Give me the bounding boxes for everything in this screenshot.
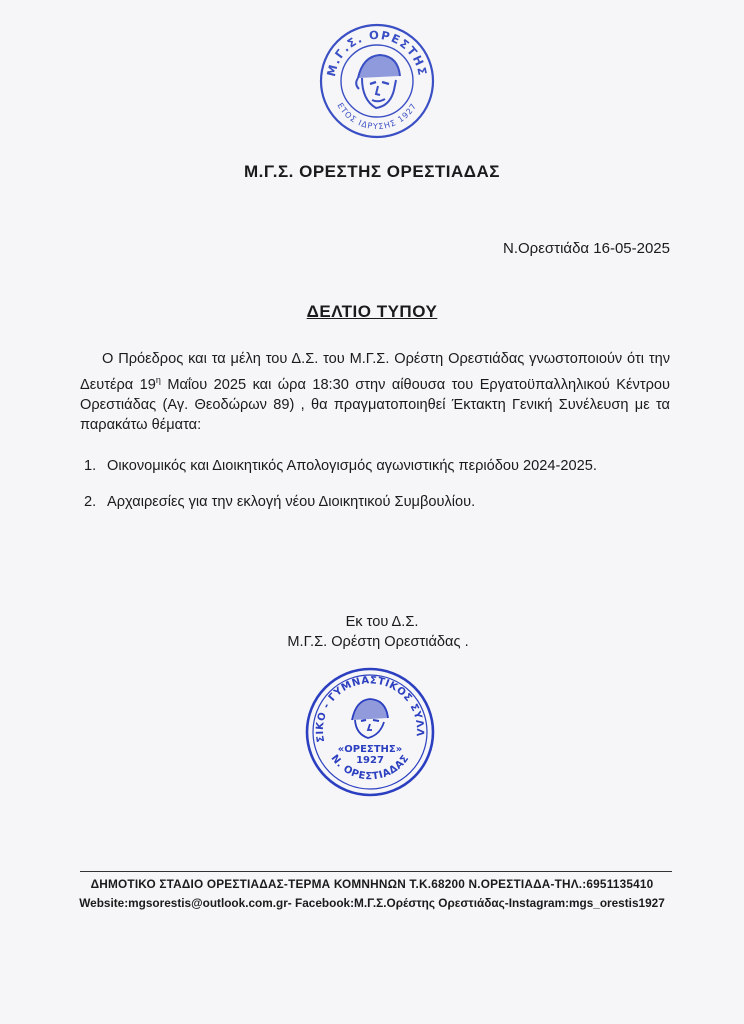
agenda-item-number: 1. [84, 458, 97, 474]
press-release-title: ΔΕΛΤΙΟ ΤΥΠΟΥ [306, 302, 438, 321]
agenda-list [84, 456, 684, 528]
announcement-text-part1: Ο Πρόεδρος και τα μέλη του Δ.Σ. του Μ.Γ.Σ. Ορέστη Ορεστιάδας γνωστοποιούν ότι την Δευτέρα 19 [80, 351, 670, 393]
footer-address: ΔΗΜΟΤΙΚΟ ΣΤΑΔΙΟ ΟΡΕΣΤΙΑΔΑΣ-ΤΕΡΜΑ ΚΟΜΝΗΝΩΝ Τ.Κ.68200 Ν.ΟΡΕΣΤΙΑΔΑ-ΤΗΛ.:6951135410 [90, 877, 654, 891]
official-stamp [302, 664, 438, 800]
agenda-item [84, 456, 684, 476]
agenda-item-number: 2. [84, 494, 97, 510]
stamp-head-icon [352, 699, 388, 738]
signature-line-1: Εκ του Δ.Σ. [345, 614, 419, 630]
logo-top-text: Μ.Γ.Σ. ΟΡΕΣΤΗΣ [324, 27, 430, 78]
agenda-item [84, 492, 684, 512]
stamp-name-text: «ΟΡΕΣΤΗΣ» [337, 744, 403, 755]
announcement-text-part2: Μαΐου 2025 και ώρα 18:30 στην αίθουσα του Εργατοϋπαλληλικού Κέντρου Ορεστιάδας (Αγ. Θεοδώρων 89) , θα πραγματοποιηθεί Έκτακτη Γενική Συνέλευση με τα παρακάτω θέματα: [80, 376, 670, 434]
agenda-item-text: Αρχαιρεσίες για την εκλογή νέου Διοικητικού Συμβουλίου. [107, 494, 476, 510]
signature-line-2: Μ.Γ.Σ. Ορέστη Ορεστιάδας . [287, 634, 469, 650]
footer-contacts: Website:mgsorestis@outlook.com.gr- Facebook:Μ.Γ.Σ.Ορέστης Ορεστιάδας-Instagram:mgs_orestis1927 [79, 896, 665, 910]
club-logo [318, 22, 436, 140]
stamp-city-text: Ν. ΟΡΕΣΤΙΑΔΑΣ [328, 753, 412, 783]
announcement-ordinal: η [155, 374, 161, 385]
agenda-item-text: Οικονομικός και Διοικητικός Απολογισμός αγωνιστικής περιόδου 2024-2025. [107, 458, 597, 474]
orestis-head-icon [356, 55, 400, 108]
svg-text:ΕΤΟΣ ΙΔΡΥΣΗΣ 1927 [335, 101, 418, 131]
organization-title: Μ.Γ.Σ. ΟΡΕΣΤΗΣ ΟΡΕΣΤΙΑΔΑΣ [244, 162, 500, 181]
stamp-year-text: 1927 [356, 755, 384, 766]
signature-block [0, 612, 744, 652]
announcement-paragraph [80, 349, 670, 436]
logo-bottom-text: ΕΤΟΣ ΙΔΡΥΣΗΣ 1927 [335, 101, 419, 132]
stamp-outer-text: ΣΙΚΟ - ΓΥΜΝΑΣΤΙΚΟΣ ΣΥΛΛ [314, 675, 426, 744]
document-date: Ν.Ορεστιάδα 16-05-2025 [503, 240, 670, 257]
footer-divider [80, 871, 672, 872]
